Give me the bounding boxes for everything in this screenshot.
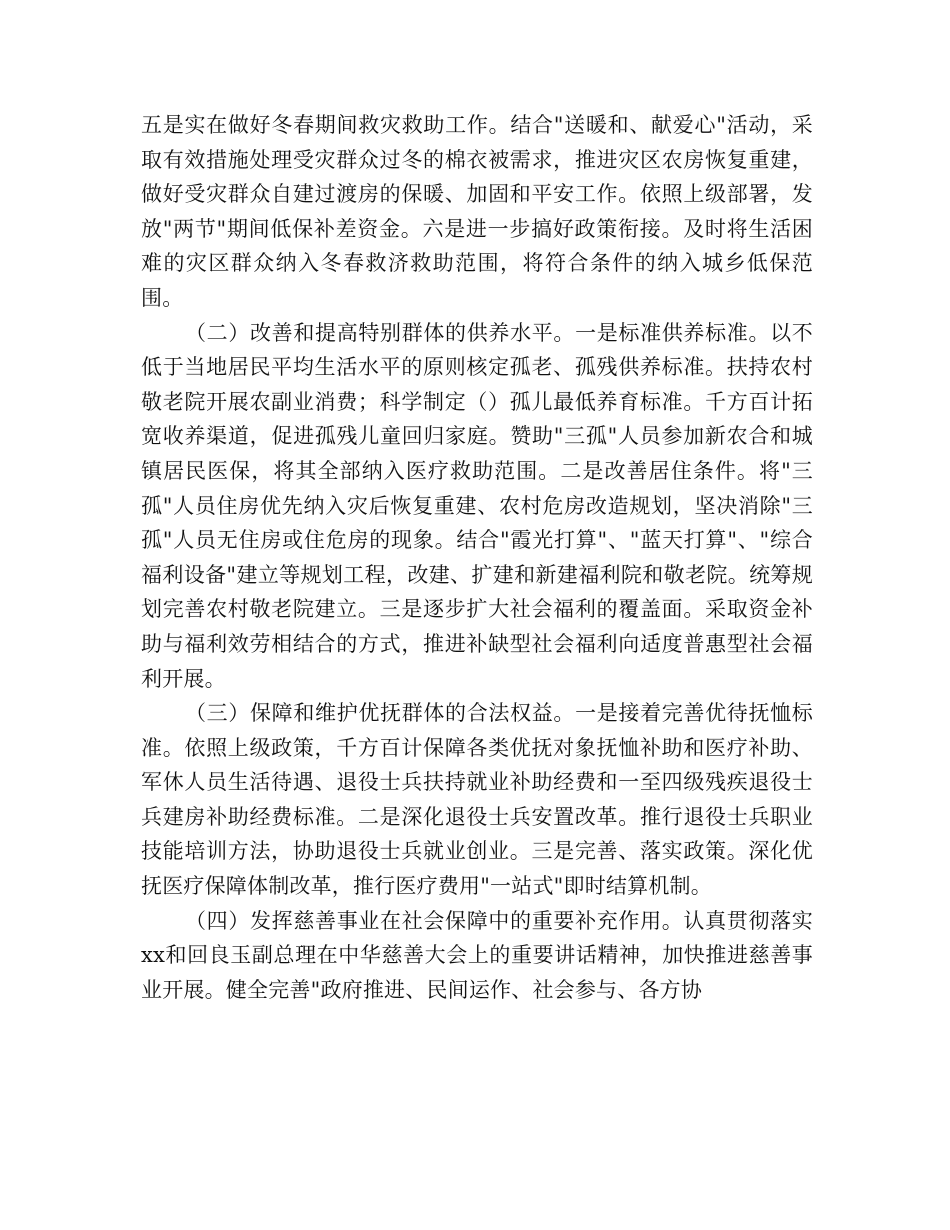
document-body <box>141 108 813 1007</box>
paragraph-special-care: （三）保障和维护优抚群体的合法权益。一是接着完善优待抚恤标准。依照上级政策，千方百计保障各类优抚对象抚恤补助和医疗补助、军休人员生活待遇、退役士兵扶持就业补助经费和一至四级残疾退役士兵建房补助经费标准。二是深化退役士兵安置改革。推行退役士兵职业技能培训方法，协助退役士兵就业创业。三是完善、落实政策。深化优抚医疗保障体制改革，推行医疗费用"一站式"即时结算机制。 <box>141 701 813 899</box>
paragraph-special-groups: （二）改善和提高特别群体的供养水平。一是标准供养标准。以不低于当地居民平均生活水平的原则核定孤老、孤残供养标准。扶持农村敬老院开展农副业消费；科学制定（）孤儿最低养育标准。千方百计拓宽收养渠道，促进孤残儿童回归家庭。赞助"三孤"人员参加新农合和城镇居民医保，将其全部纳入医疗救助范围。二是改善居住条件。将"三孤"人员住房优先纳入灾后恢复重建、农村危房改造规划，坚决消除"三孤"人员无住房或住危房的现象。结合"霞光打算"、"蓝天打算"、"综合福利设备"建立等规划工程，改建、扩建和新建福利院和敬老院。统筹规划完善农村敬老院建立。三是逐步扩大社会福利的覆盖面。采取资金补助与福利效劳相结合的方式，推进补缺型社会福利向适度普惠型社会福利开展。 <box>141 320 813 691</box>
paragraph-disaster-relief: 五是实在做好冬春期间救灾救助工作。结合"送暖和、献爱心"活动，采取有效措施处理受灾群众过冬的棉衣被需求，推进灾区农房恢复重建，做好受灾群众自建过渡房的保暖、加固和平安工作。依照上级部署，发放"两节"期间低保补差资金。六是进一步搞好政策衔接。及时将生活困难的灾区群众纳入冬春救济救助范围，将符合条件的纳入城乡低保范围。 <box>141 113 813 310</box>
paragraph-charity: （四）发挥慈善事业在社会保障中的重要补充作用。认真贯彻落实xx和回良玉副总理在中华慈善大会上的重要讲话精神，加快推进慈善事业开展。健全完善"政府推进、民间运作、社会参与、各方协 <box>141 908 813 1002</box>
